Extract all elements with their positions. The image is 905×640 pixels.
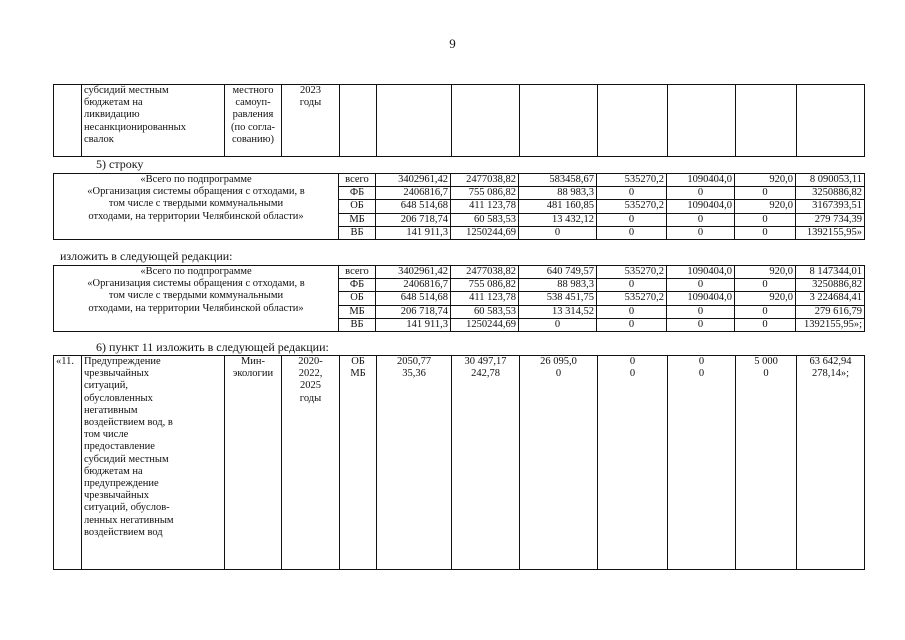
new-cell: 3402961,42 xyxy=(376,266,451,279)
item-11-text: Предупреждение чрезвычайных ситуаций, обусловленных негативным воздействием вод, в том числе предоставление субсидий местным бюджетам на предупреждение чрезвычайных ситуаций, обуслов- ленных негативным воздействием вод xyxy=(82,356,225,570)
old-cell: 3250886,82 xyxy=(796,187,865,200)
old-cell: 279 734,39 xyxy=(796,213,865,226)
old-cell: 0 xyxy=(735,226,796,239)
item-11-val: 0 0 xyxy=(668,356,736,570)
new-row-src: ВБ xyxy=(339,318,376,331)
item-11-val: 5 000 0 xyxy=(736,356,797,570)
new-cell: 0 xyxy=(667,279,735,292)
old-row-src: МБ xyxy=(339,213,376,226)
new-cell: 206 718,74 xyxy=(376,305,451,318)
old-cell: 0 xyxy=(597,187,667,200)
old-cell: 648 514,68 xyxy=(376,200,451,213)
new-cell: 0 xyxy=(735,305,796,318)
item-11-term: 2020- 2022, 2025 годы xyxy=(282,356,340,570)
new-cell: 411 123,78 xyxy=(451,292,519,305)
new-cell: 0 xyxy=(667,305,735,318)
new-cell: 535270,2 xyxy=(597,266,667,279)
old-row-src: ФБ xyxy=(339,187,376,200)
old-cell: 411 123,78 xyxy=(451,200,519,213)
old-cell: 2406816,7 xyxy=(376,187,451,200)
old-cell: 3402961,42 xyxy=(376,174,451,187)
old-cell: 13 432,12 xyxy=(519,213,597,226)
new-cell: 0 xyxy=(735,279,796,292)
item-11-table xyxy=(53,355,865,570)
old-cell: 141 911,3 xyxy=(376,226,451,239)
old-cell: 2477038,82 xyxy=(451,174,519,187)
new-program-desc: «Всего по подпрограмме «Организация системы обращения с отходами, в том числе с твердыми коммунальными отходами, на территории Челябинской области» xyxy=(54,266,339,332)
top-term-cell: 2023 годы xyxy=(282,85,340,157)
top-exec-cell: местного самоуп- равления (по согла- сованию) xyxy=(225,85,282,157)
new-cell: 141 911,3 xyxy=(376,318,451,331)
old-cell: 60 583,53 xyxy=(451,213,519,226)
new-cell: 538 451,75 xyxy=(519,292,597,305)
new-cell: 0 xyxy=(597,279,667,292)
old-cell: 0 xyxy=(519,226,597,239)
old-cell: 535270,2 xyxy=(597,174,667,187)
top-text-cell: субсидий местным бюджетам на ликвидацию несанкционированных свалок xyxy=(82,85,225,157)
old-cell: 3167393,51 xyxy=(796,200,865,213)
item-11-num: «11. xyxy=(54,356,82,570)
new-cell: 1392155,95»; xyxy=(796,318,865,331)
new-row-src: ОБ xyxy=(339,292,376,305)
old-cell: 0 xyxy=(597,226,667,239)
new-cell: 640 749,57 xyxy=(519,266,597,279)
old-cell: 206 718,74 xyxy=(376,213,451,226)
old-cell: 8 090053,11 xyxy=(796,174,865,187)
old-cell: 0 xyxy=(597,213,667,226)
item-11-val: 2050,77 35,36 xyxy=(377,356,452,570)
old-cell: 481 160,85 xyxy=(519,200,597,213)
old-row-src: ОБ xyxy=(339,200,376,213)
old-cell: 755 086,82 xyxy=(451,187,519,200)
item-11-val: 30 497,17 242,78 xyxy=(452,356,520,570)
new-cell: 1090404,0 xyxy=(667,266,735,279)
old-cell: 0 xyxy=(735,187,796,200)
new-cell: 535270,2 xyxy=(597,292,667,305)
item-11-val: 26 095,0 0 xyxy=(520,356,598,570)
new-cell: 920,0 xyxy=(735,292,796,305)
new-cell: 60 583,53 xyxy=(451,305,519,318)
old-cell: 1392155,95» xyxy=(796,226,865,239)
old-cell: 88 983,3 xyxy=(519,187,597,200)
item-11-val: 0 0 xyxy=(598,356,668,570)
new-cell: 2406816,7 xyxy=(376,279,451,292)
item-11-exec: Мин- экологии xyxy=(225,356,282,570)
item-11-val: 63 642,94 278,14»; xyxy=(797,356,865,570)
new-row-src: МБ xyxy=(339,305,376,318)
old-cell: 1250244,69 xyxy=(451,226,519,239)
section-6-label: 6) пункт 11 изложить в следующей редакции: xyxy=(96,340,329,354)
old-cell: 1090404,0 xyxy=(667,174,735,187)
new-cell: 3 224684,41 xyxy=(796,292,865,305)
new-cell: 755 086,82 xyxy=(451,279,519,292)
old-row-src: всего xyxy=(339,174,376,187)
new-cell: 3250886,82 xyxy=(796,279,865,292)
section-5-label: 5) строку xyxy=(96,157,144,171)
new-program-table xyxy=(53,265,865,332)
edit-label: изложить в следующей редакции: xyxy=(60,249,233,263)
top-table xyxy=(53,84,865,157)
old-program-table xyxy=(53,173,865,240)
old-cell: 0 xyxy=(667,226,735,239)
old-cell: 0 xyxy=(667,187,735,200)
new-cell: 0 xyxy=(735,318,796,331)
new-cell: 8 147344,01 xyxy=(796,266,865,279)
old-cell: 920,0 xyxy=(735,200,796,213)
old-cell: 0 xyxy=(667,213,735,226)
new-cell: 0 xyxy=(667,318,735,331)
old-cell: 920,0 xyxy=(735,174,796,187)
new-cell: 279 616,79 xyxy=(796,305,865,318)
new-cell: 648 514,68 xyxy=(376,292,451,305)
new-cell: 0 xyxy=(597,318,667,331)
old-cell: 583458,67 xyxy=(519,174,597,187)
new-cell: 920,0 xyxy=(735,266,796,279)
old-cell: 0 xyxy=(735,213,796,226)
new-cell: 88 983,3 xyxy=(519,279,597,292)
old-cell: 1090404,0 xyxy=(667,200,735,213)
new-cell: 2477038,82 xyxy=(451,266,519,279)
new-row-src: ФБ xyxy=(339,279,376,292)
old-cell: 535270,2 xyxy=(597,200,667,213)
new-cell: 1250244,69 xyxy=(451,318,519,331)
new-cell: 1090404,0 xyxy=(667,292,735,305)
new-cell: 0 xyxy=(519,318,597,331)
new-cell: 0 xyxy=(597,305,667,318)
old-program-desc: «Всего по подпрограмме «Организация системы обращения с отходами, в том числе с твердыми коммунальными отходами, на территории Челябинской области» xyxy=(54,174,339,240)
new-row-src: всего xyxy=(339,266,376,279)
new-cell: 13 314,52 xyxy=(519,305,597,318)
item-11-src: ОБ МБ xyxy=(340,356,377,570)
page-number: 9 xyxy=(449,36,456,51)
old-row-src: ВБ xyxy=(339,226,376,239)
top-num-cell xyxy=(54,85,82,157)
